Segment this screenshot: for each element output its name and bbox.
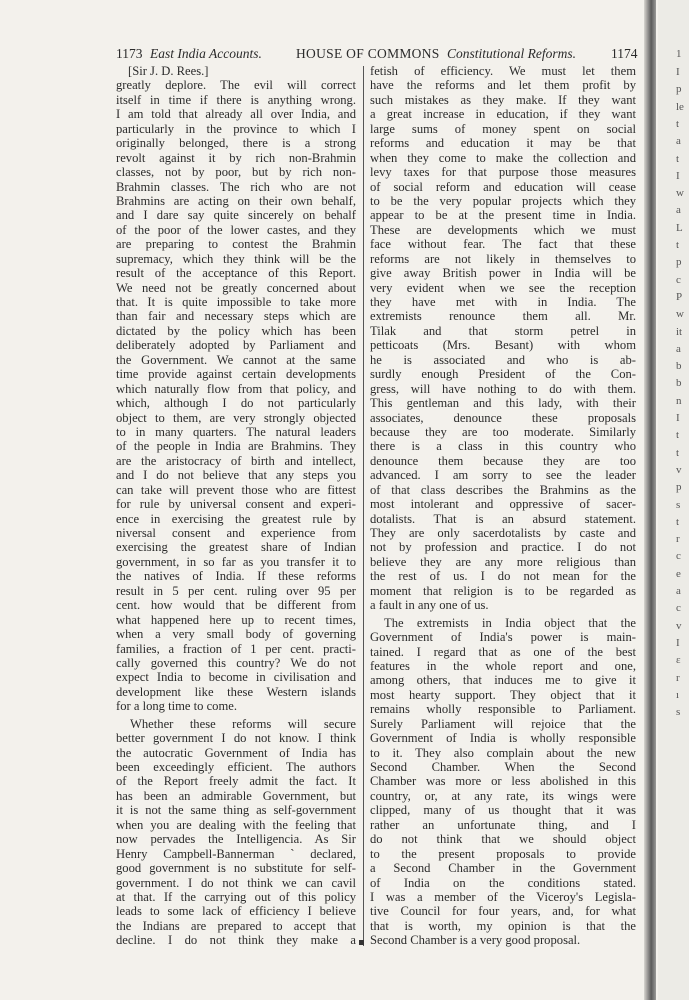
next-page-letter-fragment: p (676, 256, 682, 269)
text-line: cally governed this country? We do not (116, 655, 356, 670)
next-page-letter-fragment: p (676, 83, 682, 96)
text-line: are preparing to contest the Brahmin (116, 237, 356, 252)
next-page-letter-fragment: t (676, 515, 680, 528)
text-line: and I do not believe that any steps you (116, 468, 356, 483)
text-line: moment that religion is to be regarded as (370, 583, 636, 598)
text-line: tive Council for four years, and, for what (370, 904, 636, 919)
text-line: appear to be at the present time in India. (370, 208, 636, 223)
text-line: advanced. I am sorry to see the leader (370, 468, 636, 483)
text-line: gress, will have nothing to do with them. (370, 381, 636, 396)
left-column (116, 64, 356, 948)
text-line: These are developments which we must (370, 222, 636, 237)
next-page-letter-fragment: t (676, 429, 680, 442)
next-page-letter-fragment: I (676, 636, 680, 649)
text-line: has been an admirable Government, but (116, 788, 356, 803)
next-page-letter-fragment: L (676, 221, 683, 234)
next-page-letter-fragment: I (676, 412, 680, 424)
text-line: the Government. We cannot at the same (116, 352, 356, 367)
column-divider (363, 66, 364, 946)
speaker-attribution: [Sir J. D. Rees.] (128, 64, 209, 78)
text-line: which, although I do not particularly (116, 396, 356, 411)
text-line: Government of India's power is main- (370, 630, 636, 645)
text-line: large sums of money spent on social (370, 121, 636, 136)
text-line: expect India to become in civilisation and (116, 670, 356, 685)
text-line: tained. I regard that as one of the best (370, 644, 636, 659)
text-line: result in 5 per cent. ruling over 95 per (116, 583, 356, 598)
text-line: a fault in any one of us. (370, 598, 489, 613)
text-line: ence in exercising the greatest rule by (116, 511, 356, 526)
text-line: a great increase in education, if they want (370, 107, 636, 122)
next-page-letter-fragment: b (676, 360, 682, 373)
text-line: and I dare say quite sincerely on behalf (116, 208, 356, 223)
next-page-letter-fragment: e (676, 567, 681, 580)
next-page-letter-fragment: c (676, 273, 681, 286)
next-page-letter-fragment: t (676, 239, 680, 251)
text-line: which naturally flow from that policy, and (116, 381, 356, 396)
text-line: This gentleman and this lady, with their (370, 396, 636, 411)
text-line: when they come to make the collection and (370, 150, 636, 165)
text-line: associates, denounce these proposals (370, 410, 636, 425)
text-line: he is associated and who is ab- (370, 352, 636, 367)
text-line: that is worth, my opinion is that the (370, 918, 636, 933)
next-page-letter-fragment: c (676, 602, 681, 615)
next-page-letter-fragment: a (676, 135, 681, 148)
text-line: it is not the same thing as self-government (116, 803, 356, 818)
text-line: classes, not by poor, but by rich non- (116, 165, 356, 180)
text-line: when a very small body of governing (116, 627, 356, 642)
text-line: We need not be greatly concerned about (116, 280, 356, 295)
text-line: They are only sacerdotalists by caste and (370, 526, 636, 540)
text-line: such mistakes as they make. If they want (370, 92, 636, 107)
text-line: there is a class in this country who (370, 439, 636, 454)
next-page-letter-fragment: a (676, 204, 681, 217)
text-line: to be the very popular projects which they (370, 193, 636, 208)
right-running-title: Constitutional Reforms. (447, 46, 577, 61)
text-line: when you are dealing with the feeling that (116, 817, 356, 832)
text-line: the autocratic Government of India has (116, 745, 356, 760)
next-page-letter-fragment: n (676, 394, 682, 407)
center-running-title: HOUSE OF COMMONS (296, 46, 440, 61)
text-line: of that class describes the Brahmins as the (370, 482, 636, 497)
text-line: fetish of efficiency. We must let them (370, 64, 636, 78)
text-line: are the aristocracy of birth and intellect, (116, 453, 356, 468)
next-page-letter-fragment: s (676, 498, 681, 511)
text-line: for a long time to come. (116, 699, 238, 714)
text-line: for rule by universal consent and experi- (116, 497, 356, 512)
text-line: of the Report freely admit the fact. It (116, 774, 356, 789)
text-line: clipped, many of us thought that it was (370, 803, 636, 818)
text-line: to it. They also complain about the new (370, 745, 636, 760)
text-line: remains wholly responsible to Parliament. (370, 702, 636, 717)
text-line: Second Chamber. When the Second (370, 760, 636, 774)
text-line: itself in time if there is anything wrong. (116, 92, 356, 107)
text-line: government, in so far as you transfer it to (116, 554, 356, 569)
text-line: development like these Western islands (116, 684, 356, 699)
text-line: what happened here up to recent times, (116, 612, 356, 627)
text-line: of the people in India are Brahmins. They (116, 439, 356, 454)
text-line: of India on the conditions stated. (370, 875, 636, 890)
next-page-letter-fragment: r (676, 671, 680, 684)
text-line: the rest of us. I do not mean for the (370, 569, 636, 584)
text-line: Henry Campbell-Bannerman ` declared, (116, 846, 356, 861)
text-line: have the reforms and let them profit by (370, 78, 636, 93)
text-line: now pervades the Intelligencia. As Sir (116, 832, 356, 847)
text-line: of social reform and education will cease (370, 179, 636, 194)
right-page-number: 1174 (611, 46, 638, 61)
next-page-letter-fragment: c (676, 550, 681, 563)
next-page-letter-fragment: 1 (676, 48, 682, 60)
text-line: been exceedingly efficient. The authors (116, 760, 356, 774)
text-line: give away British power in India will be (370, 266, 636, 281)
next-page-letter-fragment: t (676, 152, 680, 165)
text-line: Brahmin classes. The rich who are not (116, 179, 356, 194)
text-line: not by profession and practice. I do not (370, 540, 636, 555)
text-line: Tilak and that storm petrel in (370, 323, 636, 338)
text-line: Surely Parliament will rejoice that the (370, 716, 636, 731)
text-line: result of the acceptance of this Report. (116, 266, 356, 281)
next-page-letter-fragment: w (676, 308, 684, 321)
next-page-letter-fragment: v (676, 463, 682, 476)
text-line: reforms are not likely in themselves to (370, 251, 636, 266)
text-line: better government I do not know. I think (116, 731, 356, 746)
left-page-number: 1173 (116, 46, 143, 61)
text-line: the natives of India. If these reforms (116, 569, 356, 584)
text-line: of the poor of the lower castes, and they (116, 222, 356, 237)
text-line: Chamber was more or less abolished in this (370, 774, 636, 789)
text-line: rather an unfortunate thing, and I (370, 817, 636, 832)
next-page-letter-fragment: v (676, 619, 682, 632)
text-line: niversal consent and experience from (116, 526, 356, 540)
text-line: deliberately adopted by Parliament and (116, 338, 356, 353)
next-page-letter-fragment: le (676, 100, 684, 113)
text-line: families, a fraction of 1 per cent. practi- (116, 641, 356, 656)
next-page-letter-fragment: ı (676, 688, 680, 701)
next-page-letter-fragment: s (676, 706, 681, 719)
text-line: I am told that already all over India, and (116, 107, 356, 122)
text-line: believe they are any more religious than (370, 554, 636, 569)
text-line: that. It is quite impossible to take more (116, 295, 356, 309)
text-line: leads to some lack of efficiency I believe (116, 904, 356, 919)
text-line: originally belonged, there is a strong (116, 136, 356, 151)
text-line: revolt against it by rich non-Brahmin (116, 150, 356, 165)
text-line: object to them, are very strongly objected (116, 410, 356, 425)
text-line: the Indians are prepared to accept that (116, 918, 356, 933)
next-page-letter-fragment: I (676, 66, 680, 78)
text-line: than fair and necessary steps which are (116, 309, 356, 324)
next-page-letter-fragment: ε (676, 654, 681, 667)
text-line: extremists renounce them all. Mr. (370, 309, 636, 324)
text-line: cent. how would that be different from (116, 598, 356, 613)
text-line: reforms and education it may be that (370, 136, 636, 151)
next-page-letter-fragment: I (676, 169, 680, 182)
text-line: a Second Chamber in the Government (370, 861, 636, 876)
next-page-letter-fragment: r (676, 533, 680, 546)
next-page-fragment (658, 0, 689, 1000)
text-line: Whether these reforms will secure (130, 716, 356, 731)
text-line: face without fear. The fact that these (370, 237, 636, 252)
text-line: surdly enough President of the Con- (370, 367, 636, 382)
next-page-letter-fragment: p (676, 481, 682, 494)
next-page-letter-fragment: b (676, 377, 682, 390)
text-line: to the present proposals to provide (370, 846, 636, 861)
text-line: levy taxes for that purpose those measures (370, 165, 636, 180)
text-line: greatly deplore. The evil will correct (116, 78, 356, 93)
right-column (370, 64, 636, 948)
text-line: Brahmins are acting on their own behalf, (116, 193, 356, 208)
text-line: do not think that we should object (370, 832, 636, 847)
text-line: because they are too moderate. Similarly (370, 424, 636, 439)
text-line: exercising the greatest share of Indian (116, 540, 356, 555)
text-line: good government is no substitute for self- (116, 861, 356, 876)
text-line: supremacy, which they think will be the (116, 251, 356, 266)
next-page-letter-fragment: t (676, 117, 680, 130)
next-page-letter-fragment: w (676, 187, 684, 200)
text-line: dotalists. That is an absurd statement. (370, 511, 636, 526)
text-line: Second Chamber is a very good proposal. (370, 933, 581, 948)
text-line: most intolerant and oppressive of sacer- (370, 497, 636, 512)
next-page-letter-fragment: a (676, 585, 681, 597)
text-line: features in the whole report and one, (370, 658, 636, 673)
next-page-letter-fragment: it (676, 325, 683, 338)
next-page-letter-fragment: a (676, 342, 681, 355)
text-line: The extremists in India object that the (384, 615, 636, 630)
text-line: to in many quarters. The natural leaders (116, 424, 356, 439)
text-line: decline. I do not think they make a (116, 933, 356, 948)
text-line: particularly in the province to which I (116, 121, 356, 136)
text-line: petticoats (Mrs. Besant) with whom (370, 338, 636, 353)
next-page-letter-fragment: t (676, 446, 680, 459)
text-line: most hearty support. They object that it (370, 687, 636, 702)
text-line: they have met with in India. The (370, 295, 636, 309)
text-line: I was a member of the Viceroy's Legisla- (370, 889, 636, 904)
text-line: among others, that induces me to give it (370, 673, 636, 688)
column-end-mark (359, 940, 364, 945)
text-line: denounce them because they are too (370, 453, 636, 468)
next-page-letter-fragment: P (676, 290, 683, 303)
text-line: dictated by the policy which has been (116, 323, 356, 338)
text-line: time provide against certain developments (116, 367, 356, 382)
text-line: can take will prevent those who are fittest (116, 482, 356, 497)
book-gutter-shadow (644, 0, 656, 1000)
left-running-title: East India Accounts. (150, 46, 262, 61)
text-line: at that. If the carrying out of this policy (116, 889, 356, 904)
text-line: government. I do not think we can cavil (116, 875, 356, 890)
text-line: very evident when we see the reception (370, 280, 636, 295)
text-line: Government of India is wholly responsible (370, 731, 636, 746)
text-line: country, or, at any rate, its wings were (370, 788, 636, 803)
